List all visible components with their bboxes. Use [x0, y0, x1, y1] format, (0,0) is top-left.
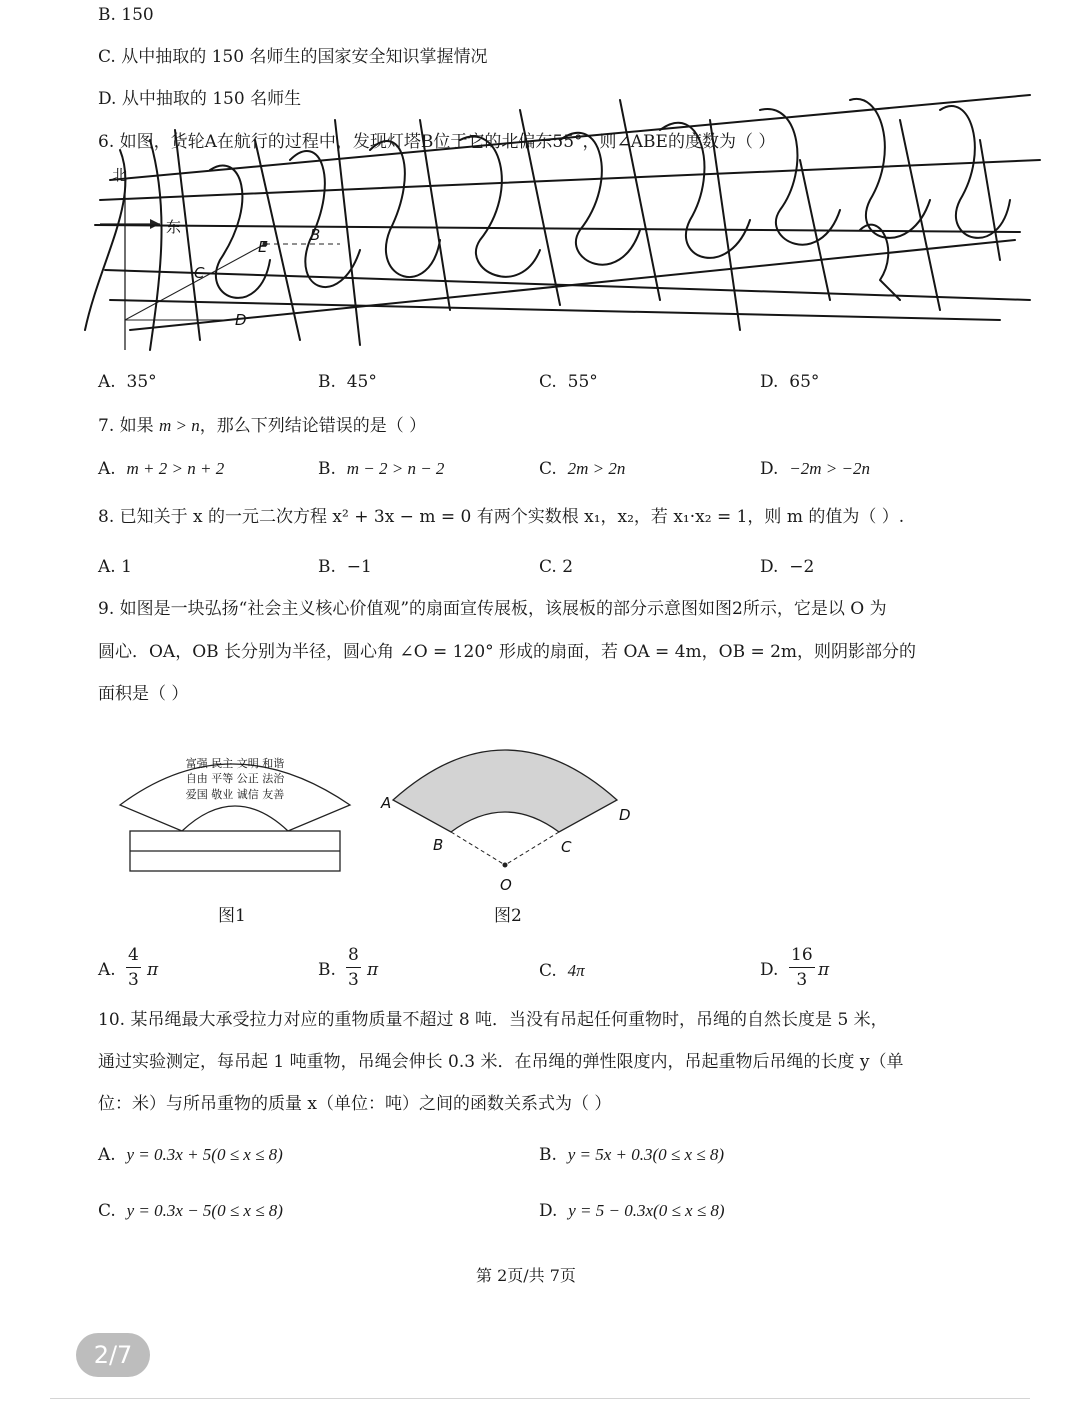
- q9-figure-2: [375, 728, 645, 898]
- q10-option-c: C. y = 0.3x − 5(0 ≤ x ≤ 8): [98, 1201, 283, 1221]
- fig2-label-d: D: [619, 806, 631, 824]
- q9-option-d-fraction: $\frac{16}{3}$: [791, 945, 813, 990]
- q7-option-c: C. 2m > 2n: [539, 459, 626, 479]
- q9-stem-line3: 面积是（ ）: [98, 684, 189, 704]
- q6-option-a-value: 35°: [126, 372, 157, 392]
- q9-option-a-pi: π: [147, 960, 159, 980]
- q9-option-d-letter: D.: [760, 960, 779, 980]
- page-footer: 第 2页/共 7页: [476, 1266, 576, 1285]
- q6-label-d: D: [235, 311, 247, 329]
- fig2-label-b: B: [433, 836, 444, 854]
- q8-option-d: D. −2: [760, 557, 815, 577]
- q6-option-c-value: 55°: [567, 372, 598, 392]
- bottom-divider: [50, 1398, 1030, 1399]
- q6-label-north: 北: [112, 166, 128, 184]
- q7-option-d: D. −2m > −2n: [760, 459, 870, 479]
- q5-option-b: B. 150: [98, 5, 154, 25]
- q10-option-d: D. y = 5 − 0.3x(0 ≤ x ≤ 8): [539, 1201, 725, 1221]
- q5-option-c: C. 从中抽取的 150 名师生的国家安全知识掌握情况: [98, 47, 488, 67]
- fig2-label-c: C: [561, 838, 572, 856]
- q5-option-d: D. 从中抽取的 150 名师生: [98, 89, 302, 109]
- q9-option-b-fraction: $\frac{8}{3}$: [348, 945, 359, 990]
- q8-option-c: C. 2: [539, 557, 574, 577]
- q6-label-b: B: [310, 226, 321, 244]
- handwritten-scribble: [0, 0, 1080, 420]
- q9-option-b-letter: B.: [318, 960, 336, 980]
- q10-option-a: A. y = 0.3x + 5(0 ≤ x ≤ 8): [98, 1145, 283, 1165]
- q6-option-d-value: 65°: [789, 372, 820, 392]
- q6-option-c: C. 55°: [539, 372, 598, 392]
- q9-stem-line1: 9. 如图是一块弘扬“社会主义核心价值观”的扇面宣传展板，该展板的部分示意图如图2所示，它是以 O 为: [98, 599, 887, 619]
- q9-figure-1: [110, 735, 370, 885]
- q9-option-a-letter: A.: [98, 960, 116, 980]
- q8-option-a: A. 1: [98, 557, 132, 577]
- q9-fig1-caption: 图1: [218, 906, 246, 926]
- q6-option-d: D. 65°: [760, 372, 820, 392]
- q9-option-a-fraction: $\frac{4}{3}$: [128, 945, 139, 990]
- fan-text-row1: 富强 民主 文明 和谐: [185, 757, 285, 770]
- page-indicator-badge[interactable]: 2/7: [76, 1333, 150, 1377]
- q10-stem-line3: 位：米）与所吊重物的质量 x（单位：吨）之间的函数关系式为（ ）: [98, 1094, 612, 1114]
- q10-option-b: B. y = 5x + 0.3(0 ≤ x ≤ 8): [539, 1145, 725, 1165]
- q9-stem-line2: 圆心．OA，OB 长分别为半径，圆心角 ∠O = 120° 形成的扇面，若 OA = 4m，OB = 2m，则阴影部分的: [98, 642, 917, 662]
- q6-stem: 6. 如图，货轮A在航行的过程中，发现灯塔B位于它的北偏东55°，则∠ABE的度数为（ ）: [98, 132, 776, 152]
- fan-text-row2: 自由 平等 公正 法治: [185, 772, 285, 785]
- q6-option-b: B. 45°: [318, 372, 377, 392]
- fig2-label-o: O: [500, 876, 512, 894]
- q6-label-e: E: [258, 238, 268, 256]
- q9-option-b-pi: π: [367, 960, 379, 980]
- q6-option-b-value: 45°: [346, 372, 377, 392]
- q9-option-c: C. 4π: [539, 961, 585, 981]
- q7-option-b: B. m − 2 > n − 2: [318, 459, 445, 479]
- q10-stem-line2: 通过实验测定，每吊起 1 吨重物，吊绳会伸长 0.3 米．在吊绳的弹性限度内，吊起重物后吊绳的长度 y（单: [98, 1052, 904, 1072]
- q8-option-b: B. −1: [318, 557, 372, 577]
- fig2-label-a: A: [381, 794, 392, 812]
- q10-stem-line1: 10. 某吊绳最大承受拉力对应的重物质量不超过 8 吨．当没有吊起任何重物时，吊绳的自然长度是 5 米，: [98, 1010, 888, 1030]
- q8-stem: 8. 已知关于 x 的一元二次方程 x² + 3x − m = 0 有两个实数根 x₁，x₂，若 x₁·x₂ = 1，则 m 的值为（ ）.: [98, 507, 905, 527]
- q9-option-d-pi: π: [818, 960, 830, 980]
- q9-fig2-caption: 图2: [494, 906, 522, 926]
- q6-label-east: 东: [166, 218, 182, 236]
- fan-text-row3: 爱国 敬业 诚信 友善: [185, 788, 285, 801]
- q7-stem: 7. 如果 m > n，那么下列结论错误的是（ ）: [98, 416, 427, 436]
- q6-label-c: C: [194, 264, 205, 282]
- q7-stem-math: m > n: [159, 416, 200, 435]
- q6-option-a: A. 35°: [98, 372, 157, 392]
- q7-option-a: A. m + 2 > n + 2: [98, 459, 225, 479]
